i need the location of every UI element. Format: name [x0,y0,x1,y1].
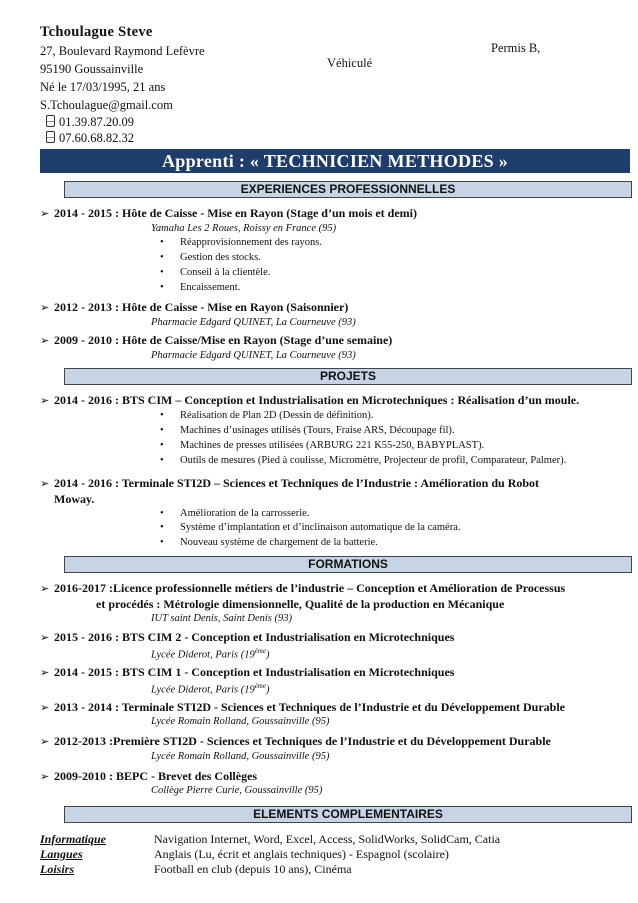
phone-number-2: 07.60.68.82.32 [59,131,134,145]
list-item: • Machines de presses utilisées (ARBURG 221 K55-250, BABYPLAST). [160,440,485,451]
experience-title: 2014 - 2015 : Hôte de Caisse - Mise en Rayon (Stage d’un mois et demi) [54,206,417,220]
bullet-icon: • [160,537,164,548]
bullet-icon: • [160,237,164,248]
list-item: • Gestion des stocks. [160,252,261,263]
experience-place: Pharmacie Edgard QUINET, La Courneuve (93) [151,317,356,328]
vehicle-status: Véhiculé [327,56,373,70]
bullet-icon: • [160,282,164,293]
arrow-bullet-icon: ➢ [40,771,50,783]
bullet-icon: • [160,267,164,278]
list-item: • Système d’implantation et d’inclinaison automatique de la caméra. [160,522,461,533]
label-loisirs: Loisirs [40,862,75,876]
value-loisirs: Football en club (depuis 10 ans), Cinéma [154,862,352,876]
list-item: • Machines d’usinages utilisés (Tours, Fraise ARS, Découpage fil). [160,425,455,436]
experience-title: 2012 - 2013 : Hôte de Caisse - Mise en Rayon (Saisonnier) [54,300,349,314]
bullet-icon: • [160,410,164,421]
project-entry-2 [40,476,539,491]
arrow-bullet-icon: ➢ [40,583,50,595]
formation-place: Lycée Romain Rolland, Goussainville (95) [151,716,330,727]
value-langues: Anglais (Lu, écrit et anglais techniques) - Espagnol (scolaire) [154,847,449,861]
project-title: 2014 - 2016 : BTS CIM – Conception et Industrialisation en Microtechniques : Réalisation d’un moule. [54,393,580,407]
arrow-bullet-icon: ➢ [40,736,50,748]
label-langues: Langues [40,847,83,861]
bullet-icon: • [160,252,164,263]
project-title-continuation: Moway. [54,492,95,506]
formation-title-continuation: et procédés : Métrologie dimensionnelle, Qualité de la production en Mécanique [96,597,505,611]
formation-entry-3 [40,665,454,680]
arrow-bullet-icon: ➢ [40,632,50,644]
candidate-name: Tchoulague Steve [40,24,153,40]
arrow-bullet-icon: ➢ [40,335,50,347]
experience-title: 2009 - 2010 : Hôte de Caisse/Mise en Rayon (Stage d’une semaine) [54,333,393,347]
bullet-icon: • [160,455,164,466]
experience-entry-2 [40,300,348,315]
formation-title: 2015 - 2016 : BTS CIM 2 - Conception et Industrialisation en Microtechniques [54,630,455,644]
project-entry-1 [40,393,579,408]
phone-icon [46,131,55,143]
formation-place: Lycée Diderot, Paris (19ème) [151,682,270,696]
formation-title: 2016-2017 :Licence professionnelle métiers de l’industrie – Conception et Amélioration de Processus [54,581,566,595]
formation-entry-5 [40,734,551,749]
experience-entry-1 [40,206,417,221]
bullet-icon: • [160,522,164,533]
experience-place: Yamaha Les 2 Roues, Roissy en France (95) [151,223,337,234]
email[interactable]: S.Tchoulague@gmail.com [40,98,173,112]
formation-entry-6 [40,769,257,784]
driving-permit: Permis B, [491,41,541,55]
list-item: • Encaissement. [160,282,241,293]
section-complementaires: ELEMENTS COMPLEMENTAIRES [64,806,632,823]
arrow-bullet-icon: ➢ [40,302,50,314]
formation-title: 2013 - 2014 : Terminale STI2D - Sciences et Techniques de l’Industrie et du Développement Durable [54,700,566,714]
list-item: • Réapprovisionnement des rayons. [160,237,323,248]
phone-line-1 [46,115,134,130]
phone-number-1: 01.39.87.20.09 [59,115,134,129]
formation-place: IUT saint Denis, Saint Denis (93) [151,613,292,624]
list-item: • Réalisation de Plan 2D (Dessin de définition). [160,410,374,421]
arrow-bullet-icon: ➢ [40,702,50,714]
list-item: • Amélioration de la carrosserie. [160,508,310,519]
phone-icon [46,115,55,127]
bullet-icon: • [160,508,164,519]
address-line-1: 27, Boulevard Raymond Lefèvre [40,44,205,58]
experience-entry-3 [40,333,392,348]
section-formations: FORMATIONS [64,556,632,573]
experience-place: Pharmacie Edgard QUINET, La Courneuve (93) [151,350,356,361]
list-item: • Outils de mesures (Pied à coulisse, Micromètre, Projecteur de profil, Comparateur, Palmer). [160,455,567,466]
birth-date: Né le 17/03/1995, 21 ans [40,80,166,94]
formation-place: Lycée Romain Rolland, Goussainville (95) [151,751,330,762]
list-item: • Nouveau système de chargement de la batterie. [160,537,378,548]
arrow-bullet-icon: ➢ [40,478,50,490]
section-experiences: EXPERIENCES PROFESSIONNELLES [64,181,632,198]
bullet-icon: • [160,440,164,451]
formation-place: Collège Pierre Curie, Goussainville (95) [151,785,323,796]
formation-entry-2 [40,630,454,645]
arrow-bullet-icon: ➢ [40,667,50,679]
arrow-bullet-icon: ➢ [40,395,50,407]
arrow-bullet-icon: ➢ [40,208,50,220]
address-line-2: 95190 Goussainville [40,62,144,76]
value-informatique: Navigation Internet, Word, Excel, Access, SolidWorks, SolidCam, Catia [154,832,501,846]
phone-line-2 [46,131,134,146]
label-informatique: Informatique [40,832,107,846]
formation-title: 2009-2010 : BEPC - Brevet des Collèges [54,769,258,783]
formation-place: Lycée Diderot, Paris (19ème) [151,647,270,661]
formation-entry-1 [40,581,565,596]
formation-title: 2014 - 2015 : BTS CIM 1 - Conception et Industrialisation en Microtechniques [54,665,455,679]
section-projets: PROJETS [64,368,632,385]
bullet-icon: • [160,425,164,436]
formation-entry-4 [40,700,565,715]
project-title: 2014 - 2016 : Terminale STI2D – Sciences et Techniques de l’Industrie : Amélioration du Robot [54,476,540,490]
list-item: • Conseil à la clientèle. [160,267,271,278]
job-title-banner: Apprenti : « TECHNICIEN METHODES » [40,149,630,173]
formation-title: 2012-2013 :Première STI2D - Sciences et Techniques de l’Industrie et du Développement Durable [54,734,551,748]
